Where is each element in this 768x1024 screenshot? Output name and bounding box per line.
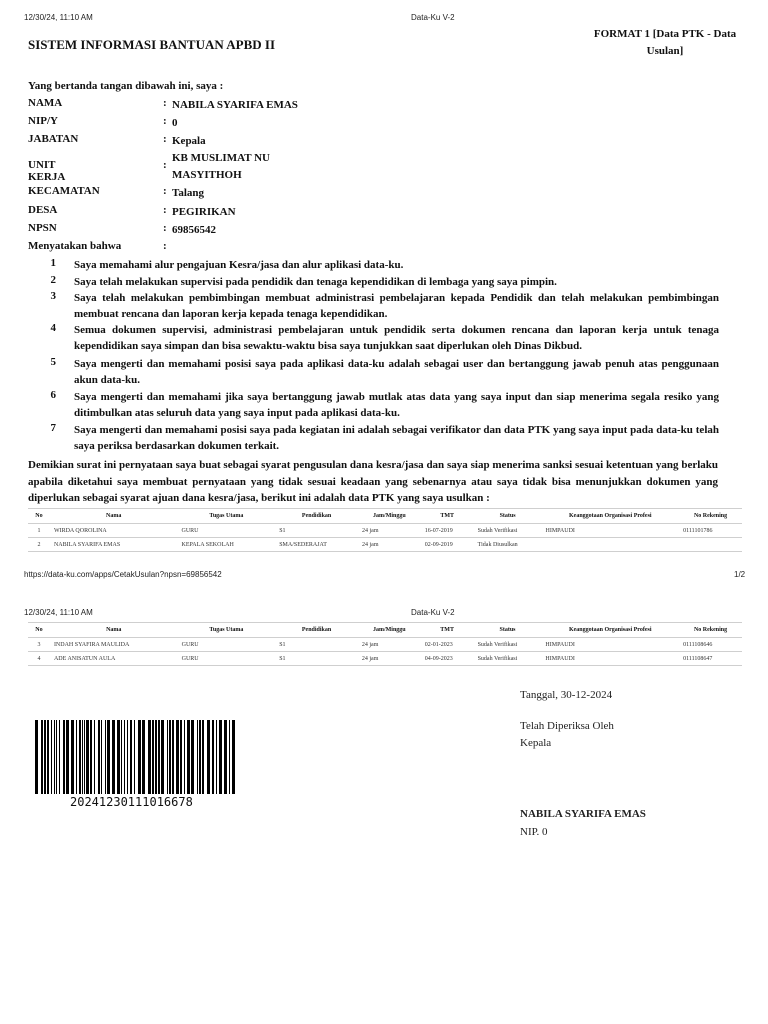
col-header: Jam/Minggu — [358, 623, 421, 638]
field-colon: : — [163, 115, 167, 127]
field-label: Menyatakan bahwa — [28, 240, 122, 252]
table-cell: HIMPAUDI — [541, 638, 679, 652]
table-cell: Sudah Verifikasi — [474, 524, 542, 538]
field-value: 69856542 — [172, 224, 216, 236]
statement-number: 5 — [50, 356, 56, 368]
barcode-number: 20241230111016678 — [70, 795, 193, 809]
col-header: Nama — [50, 623, 178, 638]
field-label: JABATAN — [28, 133, 79, 145]
statement-number: 7 — [50, 422, 56, 434]
print-timestamp: 12/30/24, 11:10 AM — [24, 13, 93, 22]
col-header: No Rekening — [679, 623, 742, 638]
table-header-row — [28, 509, 742, 524]
table-cell: 02-01-2023 — [421, 638, 474, 652]
col-header: TMT — [421, 623, 474, 638]
table-cell: KEPALA SEKOLAH — [178, 538, 276, 552]
document-title: SISTEM INFORMASI BANTUAN APBD II — [28, 37, 276, 52]
field-colon: : — [163, 204, 167, 216]
table-cell: INDAH SYAFIRA MAULIDA — [50, 638, 178, 652]
col-header: No — [28, 623, 50, 638]
table-cell: HIMPAUDI — [541, 652, 679, 666]
col-header: Jam/Minggu — [358, 509, 421, 524]
field-colon: : — [163, 222, 167, 234]
field-label: UNIT KERJA — [28, 159, 66, 183]
table-cell: GURU — [178, 524, 276, 538]
statement-text: Saya mengerti dan memahami jika saya bertanggung jawab mutlak atas data yang saya input dan siap menerima segala resiko yang ditimbulkan atas seluruh data yang saya input pada aplikasi data-ku. — [74, 391, 719, 419]
print-footer-url: https://data-ku.com/apps/CetakUsulan?npsn=69856542 — [24, 570, 222, 579]
closing-paragraph: Demikian surat ini pernyataan saya buat sebagai syarat pengusulan dana kesra/jasa dan saya siap menerima sanksi sesuai ketentuan yang berlaku apabila diketahui saya membuat pernyataan yang tidak sesuai keadaan yang sebenarnya atau saya tidak bisa menunjukkan dokumen yang diperlukan sebagai syarat ajuan dana kesra/jasa, berikut ini adalah data PTK yang saya usulkan : — [28, 459, 718, 504]
col-header: Pendidikan — [275, 623, 358, 638]
table-cell: 02-09-2019 — [421, 538, 474, 552]
print-page-number: 1/2 — [734, 570, 746, 579]
table-cell: 4 — [28, 652, 50, 666]
signature-nip: NIP. 0 — [520, 826, 548, 838]
table-row — [28, 524, 742, 538]
table-cell — [541, 538, 679, 552]
table-row — [28, 638, 742, 652]
table-cell: 24 jam — [358, 538, 421, 552]
table-cell: Sudah Verifikasi — [474, 638, 542, 652]
table-cell: 0111101786 — [679, 524, 742, 538]
col-header: No — [28, 509, 50, 524]
signature-role: Kepala — [520, 737, 552, 749]
col-header: Keanggotaan Organisasi Profesi — [541, 509, 679, 524]
table-cell: Tidak Diusulkan — [474, 538, 542, 552]
table-cell: 04-09-2023 — [421, 652, 474, 666]
field-label: KECAMATAN — [28, 185, 100, 197]
statement-number: 4 — [50, 322, 56, 334]
table-cell — [679, 538, 742, 552]
signature-date: Tanggal, 30-12-2024 — [520, 689, 613, 701]
col-header: Pendidikan — [275, 509, 358, 524]
col-header: Status — [474, 509, 542, 524]
print-timestamp-page2: 12/30/24, 11:10 AM — [24, 608, 93, 617]
field-value: KB MUSLIMAT NU MASYITHOH — [172, 152, 270, 181]
col-header: Tugas Utama — [178, 509, 276, 524]
table-cell: Sudah Verifikasi — [474, 652, 542, 666]
field-value: PEGIRIKAN — [172, 206, 236, 218]
table-cell: S1 — [275, 652, 358, 666]
field-colon: : — [163, 185, 167, 197]
field-colon: : — [163, 159, 167, 171]
format-label-line1: FORMAT 1 [Data PTK - Data — [593, 28, 737, 40]
field-colon: : — [163, 133, 167, 145]
barcode-image — [35, 720, 235, 794]
col-header: Keanggotaan Organisasi Profesi — [541, 623, 679, 638]
ptk-table-page2 — [28, 622, 742, 666]
ptk-table-page1 — [28, 508, 742, 552]
signature-checked-by: Telah Diperiksa Oleh — [520, 720, 614, 732]
statement-number: 2 — [50, 274, 56, 286]
table-cell: 1 — [28, 524, 50, 538]
table-cell: 0111108647 — [679, 652, 742, 666]
table-cell: WIRDA QOROLINA — [50, 524, 178, 538]
col-header: Tugas Utama — [178, 623, 276, 638]
print-header-title: Data-Ku V-2 — [411, 13, 455, 22]
field-label: NAMA — [28, 97, 63, 109]
statement-text: Saya mengerti dan memahami posisi saya pada kegiatan ini adalah sebagai verifikator dan data PTK yang saya input pada data-ku telah saya periksa berdasarkan dokumen terkait. — [74, 424, 719, 452]
statement-number: 3 — [50, 290, 56, 302]
table-cell: GURU — [178, 638, 276, 652]
field-colon: : — [163, 97, 167, 109]
table-cell: SMA/SEDERAJAT — [275, 538, 358, 552]
field-colon: : — [163, 240, 167, 252]
statement-number: 6 — [50, 389, 56, 401]
field-label: NPSN — [28, 222, 57, 234]
table-cell: GURU — [178, 652, 276, 666]
format-label — [580, 26, 750, 60]
field-value: Kepala — [172, 135, 206, 147]
table-cell: 24 jam — [358, 524, 421, 538]
table-cell: ADE ANISATUN AULA — [50, 652, 178, 666]
field-label: DESA — [28, 204, 58, 216]
table-cell: 3 — [28, 638, 50, 652]
table-header-row — [28, 623, 742, 638]
table-row — [28, 538, 742, 552]
col-header: Status — [474, 623, 542, 638]
intro-text: Yang bertanda tangan dibawah ini, saya : — [28, 80, 224, 92]
print-header-title-page2: Data-Ku V-2 — [411, 608, 455, 617]
table-row — [28, 652, 742, 666]
table-cell: S1 — [275, 638, 358, 652]
table-cell: 0111108646 — [679, 638, 742, 652]
table-cell: NABILA SYARIFA EMAS — [50, 538, 178, 552]
statement-text: Saya memahami alur pengajuan Kesra/jasa dan alur aplikasi data-ku. — [74, 259, 404, 271]
field-value: NABILA SYARIFA EMAS — [172, 99, 298, 111]
statement-text: Saya telah melakukan pembimbingan membuat administrasi pembelajaran kepada Pendidik dan telah melakukan pembimbingan membuat rencana dan laporan kerja kepada tenaga kependidikan. — [74, 292, 719, 320]
signature-name: NABILA SYARIFA EMAS — [520, 808, 646, 820]
table-cell: 2 — [28, 538, 50, 552]
table-cell: S1 — [275, 524, 358, 538]
field-label: NIP/Y — [28, 115, 58, 127]
format-label-line2: Usulan] — [646, 45, 684, 57]
col-header: No Rekening — [679, 509, 742, 524]
table-cell: HIMPAUDI — [541, 524, 679, 538]
table-cell: 24 jam — [358, 638, 421, 652]
table-cell: 16-07-2019 — [421, 524, 474, 538]
statement-text: Saya mengerti dan memahami posisi saya pada aplikasi data-ku adalah sebagai user dan bertanggung jawab penuh atas penggunaan akun data-ku. — [74, 358, 719, 386]
statement-text: Saya telah melakukan supervisi pada pendidik dan tenaga kependidikan di lembaga yang saya pimpin. — [74, 276, 557, 288]
field-value: 0 — [172, 117, 178, 129]
col-header: Nama — [50, 509, 178, 524]
statement-number: 1 — [50, 257, 56, 269]
field-value: Talang — [172, 187, 205, 199]
statement-text: Semua dokumen supervisi, administrasi pembelajaran untuk pendidik serta dokumen rencana dan laporan kerja untuk tenaga kependidikan saya simpan dan bisa sewaktu-waktu bisa saya tunjukkan saat diperlukan oleh Dinas Dikbud. — [74, 324, 719, 352]
table-cell: 24 jam — [358, 652, 421, 666]
col-header: TMT — [421, 509, 474, 524]
